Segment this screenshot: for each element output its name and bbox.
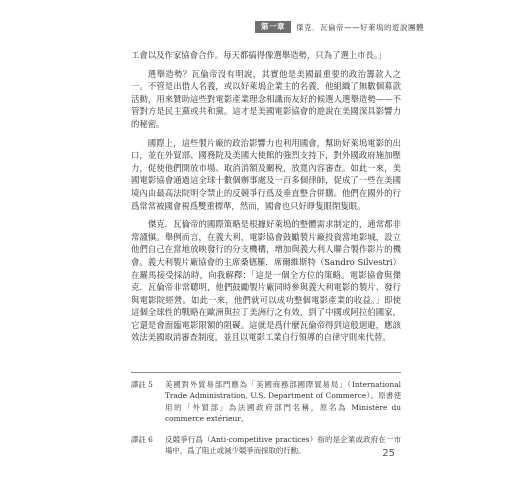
chapter-title: 傑克．瓦倫帝——好萊塢的遊說團體 <box>296 22 424 32</box>
footnote-divider <box>131 372 401 373</box>
paragraph: 傑克．瓦倫帝的國際策略是根據好萊塢的整體需求制定的，通常都非常謹愼。舉例而言，在義大利，電影協會鼓勵製片廠投資當地影城，設立他們自己在當地放映發行的分支機構，增加與義大利人聯合製作影片的機會。義大利製片廠協會的主席桑德羅．席爾維斯特（Sandro Silvestri）在羅馬接受採訪時，向我解釋：「這是一個全方位的策略。電影協會與傑克．瓦倫帝非常聰明，他們鼓勵製片廠同時參與義大利電影的製片、發行與電影院經營。如此一來，他們就可以成功整個電影產業的收益。」即使這個全球性的戰略在歐洲與拉丁美洲行之有效，到了中國或阿拉伯國家，它還是會面臨電影限額的阻礙。這就是爲什麼瓦倫帝得到這般迴避，應該效法美國取消審查制度，並且以電影工業自行領導的自律守則來代替。 <box>131 219 401 343</box>
chapter-label: 第一章 <box>255 21 291 33</box>
footnotes <box>131 379 401 465</box>
footnote <box>131 379 401 425</box>
paragraph: 國際上，這些製片廠的政治影響力也利用國會，幫助好萊塢電影的出口，並在外貿部、國務院及美國大使館的強烈支持下，對外國政府施加壓力，促使他們開放市場、取消消額及關稅，放寬內容審查。如此一來，美國電影協會通過這全球十數個辦事處及一百多個律師，促成了一些在美國境內由最高法院明令禁止的反競爭行爲及垂直整合併購。他們在國外的行爲常常被國會視爲雙重標準，然而，國會也只好睜隻眼閉隻眼。 <box>131 137 401 211</box>
footnote-text: 美國對外貿易部門應為「美國商務部國際貿易局」（International Trade Administration, U.S. Department of Commerce）。原書使用的「外貿部」為法國政府部門名稱，原名為 Ministère du commerce extérieur。 <box>165 380 401 424</box>
paragraph: 選舉造勢？瓦倫帝沒有明說，其實他是美國最重要的政治籌款人之一。不管是出借人名義，或以好萊塢企業主的名義，他組織了無數個募款活動，用來贊助這些對電影產業理念相識而友好的候選人選舉造勢——不管對方是民主黨或共和黨。這才是美國電影協會的遊說在美國深具影響力的秘密。 <box>131 68 401 129</box>
main-text <box>131 49 401 350</box>
footnote-label: 譯註 5 <box>131 380 153 389</box>
footnote-label: 譯註 6 <box>131 434 153 444</box>
running-header <box>255 21 424 33</box>
footnote-text: 反競爭行爲（Anti-competitive practices）指的是企業或政府在一市場中，爲了阻止或減少競爭而採取的行動。 <box>165 434 401 456</box>
footnote <box>131 434 401 457</box>
page-number: 25 <box>382 448 395 459</box>
paragraph: 工會以及作家協會合作。每天都搞得像選舉造勢，只為了選上市長。」 <box>131 50 387 60</box>
